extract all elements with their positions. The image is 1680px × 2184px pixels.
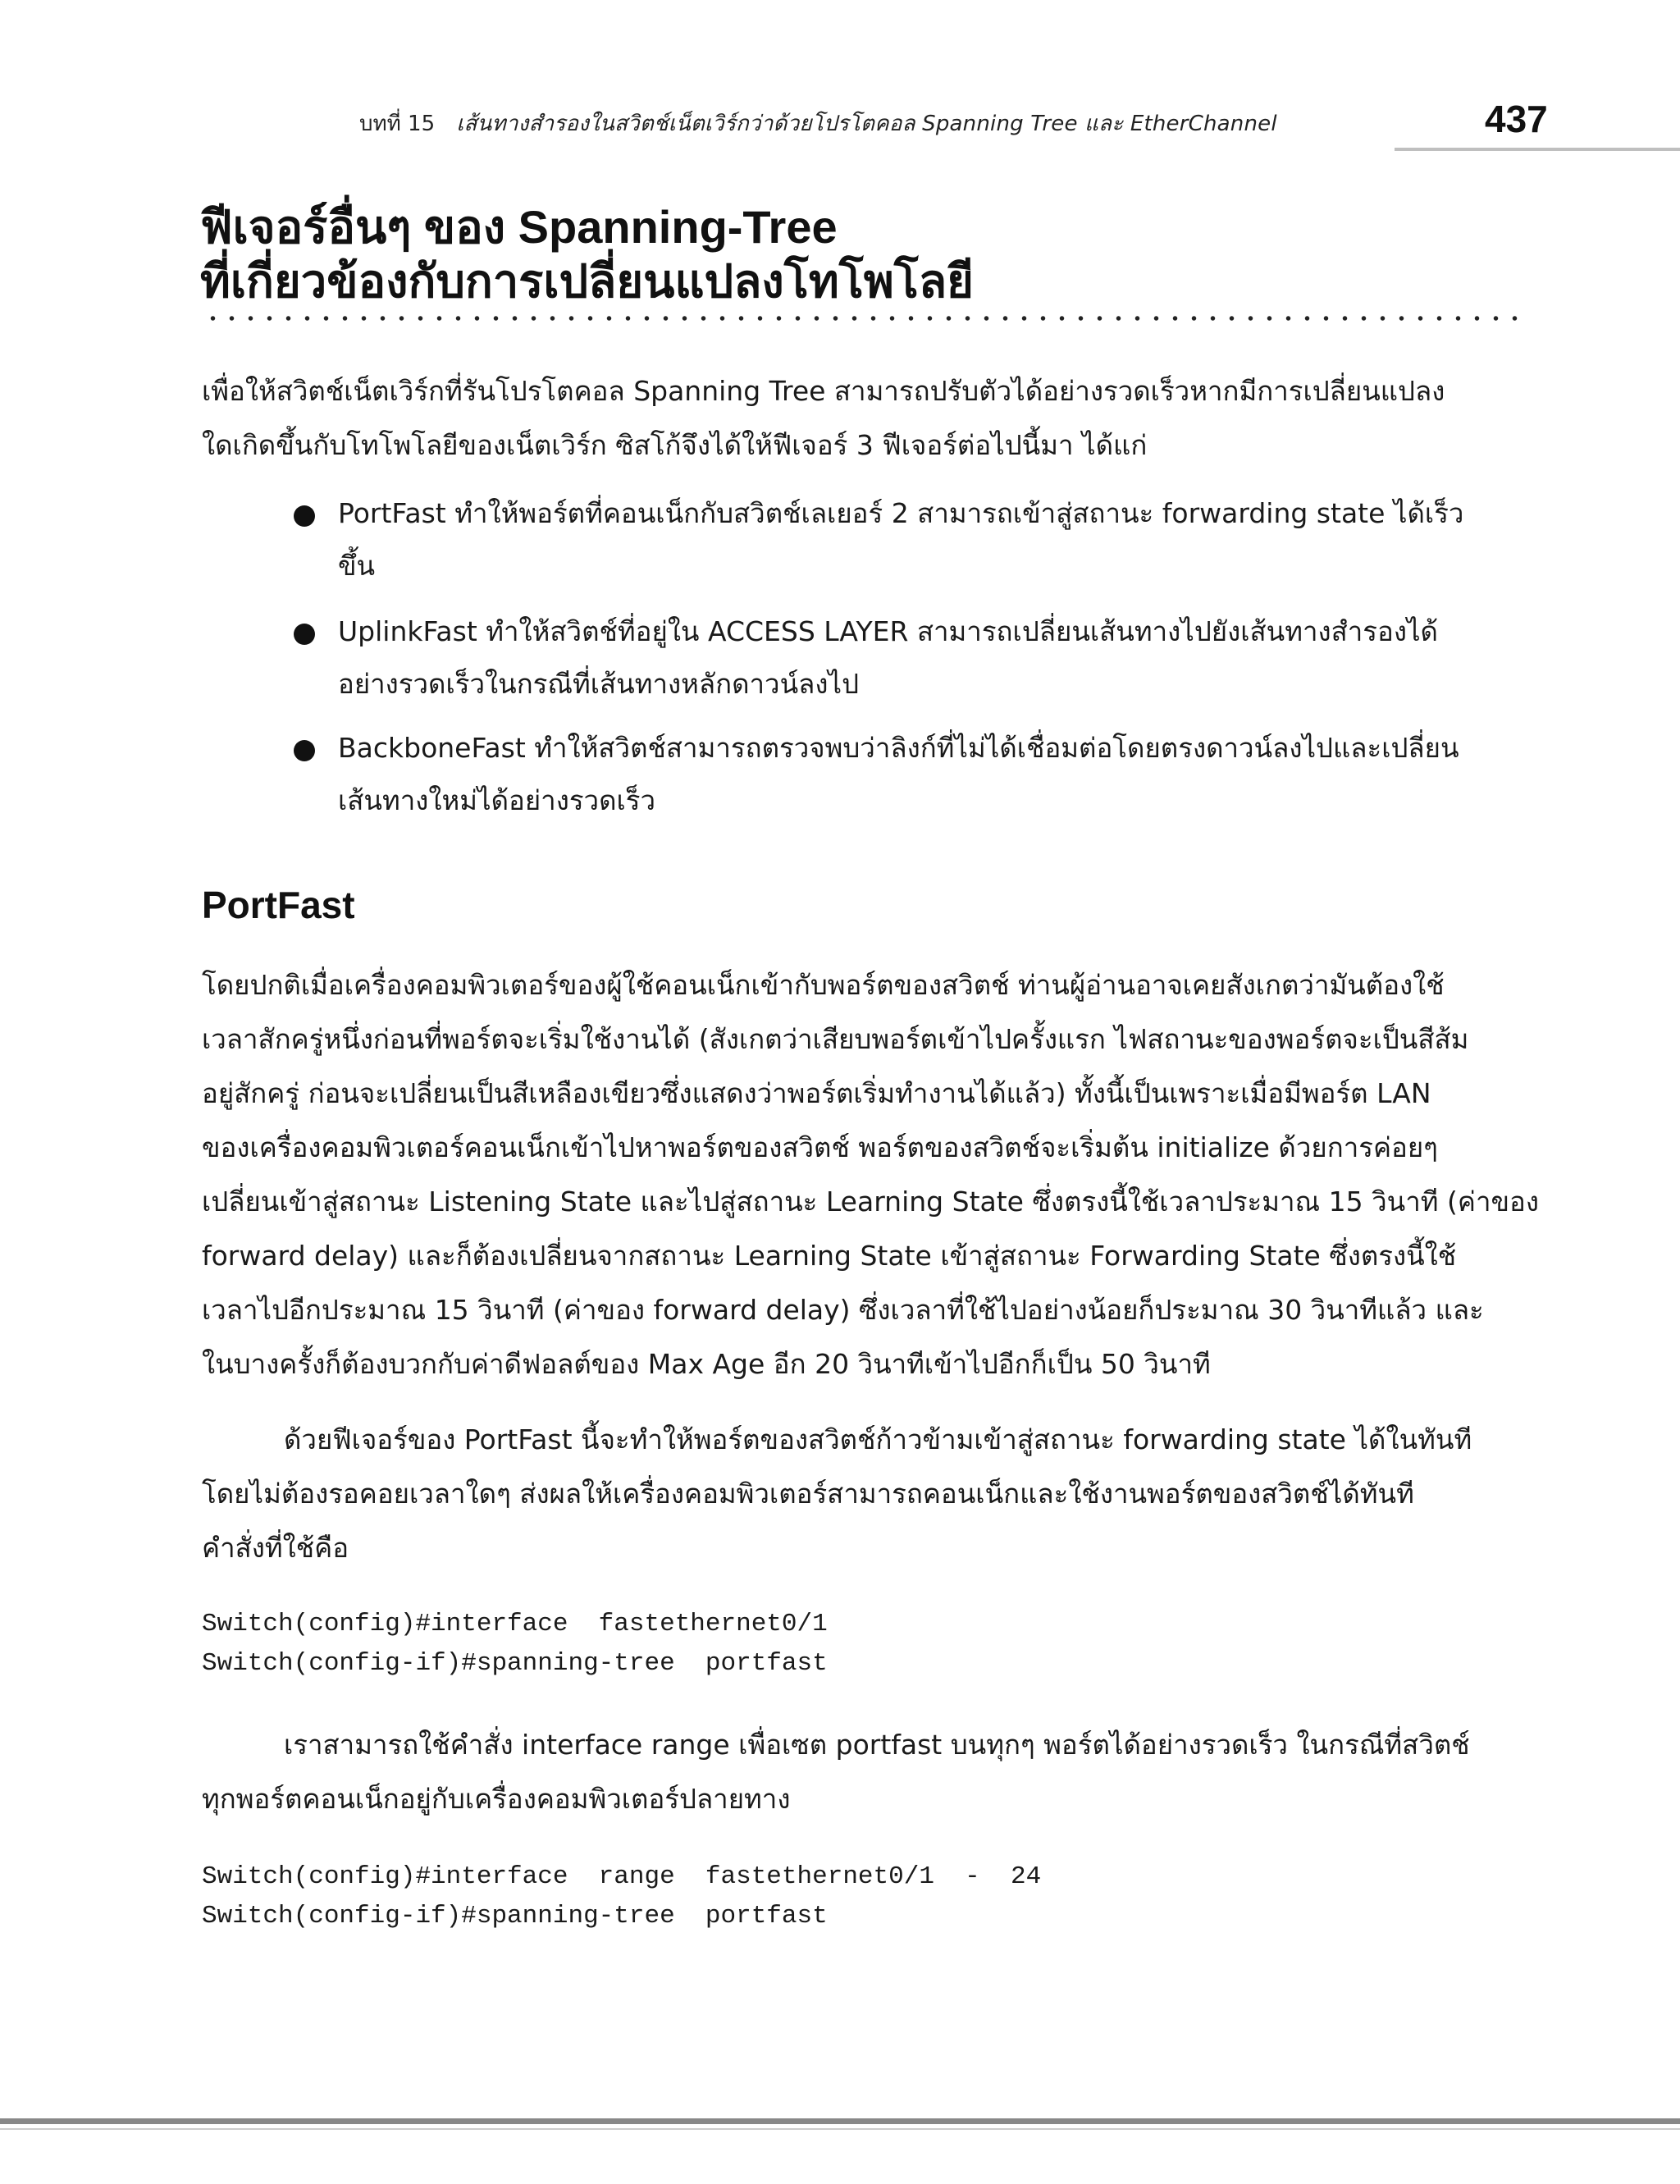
section-heading-line: ฟีเจอร์อื่นๆ ของ Spanning-Tree [200,201,838,253]
text-line: ด้วยฟีเจอร์ของ PortFast นี้จะทำให้พอร์ตของสวิตช์ก้าวข้ามเข้าสู่สถานะ forwarding state ได้ในทันที [284,1423,1472,1455]
bullet-icon [294,624,315,645]
text-line: โดยไม่ต้องรอคอยเวลาใดๆ ส่งผลให้เครื่องคอมพิวเตอร์สามารถคอนเน็กและใช้งานพอร์ตของสวิตช์ได้ทันที [202,1478,1414,1510]
text-line: ใดเกิดขึ้นกับโทโพโลยีของเน็ตเวิร์ก ซิสโก้จึงได้ให้ฟีเจอร์ 3 ฟีเจอร์ต่อไปนี้มา ได้แก่ [202,429,1148,461]
code-block-1 [202,1605,828,1684]
page-number: 437 [1485,98,1548,140]
code-block-2 [202,1857,1041,1936]
text-line: ของเครื่องคอมพิวเตอร์คอนเน็กเข้าไปหาพอร์ตของสวิตช์ พอร์ตของสวิตช์จะเริ่มต้น initialize ด้วยการค่อยๆ [202,1131,1438,1163]
bullet-portfast [338,487,1527,592]
section-heading-line: ที่เกี่ยวข้องกับการเปลี่ยนแปลงโทโพโลยี [200,255,974,307]
code-line: Switch(config)#interface fastethernet0/1 [202,1610,828,1638]
text-line: PortFast ทำให้พอร์ตที่คอนเน็กกับสวิตช์เลเยอร์ 2 สามารถเข้าสู่สถานะ forwarding state ได้เร็ว [338,497,1464,529]
code-line: Switch(config-if)#spanning-tree portfast [202,1902,828,1930]
bullet-icon [294,505,315,527]
intro-paragraph [202,364,1522,473]
text-line: อยู่สักครู่ ก่อนจะเปลี่ยนเป็นสีเหลืองเขียวซึ่งแสดงว่าพอร์ตเริ่มทำงานได้แล้ว) ทั้งนี้เป็นเพราะเมื่อมีพอร์ต LAN [202,1077,1431,1109]
code-line: Switch(config-if)#spanning-tree portfast [202,1649,828,1678]
text-line: UplinkFast ทำให้สวิตช์ที่อยู่ใน ACCESS LAYER สามารถเปลี่ยนเส้นทางไปยังเส้นทางสำรองได้ [338,615,1438,647]
text-line: เวลาสักครู่หนึ่งก่อนที่พอร์ตจะเริ่มใช้งานได้ (สังเกตว่าเสียบพอร์ตเข้าไปครั้งแรก ไฟสถานะของพอร์ตจะเป็นสีส้ม [202,1023,1469,1055]
text-line: เปลี่ยนเข้าสู่สถานะ Listening State และไปสู่สถานะ Learning State ซึ่งตรงนี้ใช้เวลาประมาณ 15 วินาที (ค่าของ [202,1186,1539,1218]
text-line: forward delay) และก็ต้องเปลี่ยนจากสถานะ Learning State เข้าสู่สถานะ Forwarding State ซึ่งตรงนี้ใช้ [202,1240,1457,1272]
footer-rule [0,2118,1680,2124]
footer-rule [0,2128,1680,2130]
text-line: เราสามารถใช้คำสั่ง interface range เพื่อเซต portfast บนทุกๆ พอร์ตได้อย่างรวดเร็ว ในกรณีที่สวิตช์ [284,1729,1470,1761]
dotted-rule [203,316,1524,321]
chapter-title: เส้นทางสำรองในสวิตช์เน็ตเวิร์กว่าด้วยโปรโตคอล Spanning Tree และ EtherChannel [456,112,1277,136]
text-line: โดยปกติเมื่อเครื่องคอมพิวเตอร์ของผู้ใช้คอนเน็กเข้ากับพอร์ตของสวิตช์ ท่านผู้อ่านอาจเคยสังเกตว่ามันต้องใช้ [202,969,1445,1001]
portfast-heading: PortFast [202,884,355,926]
text-line: อย่างรวดเร็วในกรณีที่เส้นทางหลักดาวน์ลงไป [338,668,860,700]
bullet-backbonefast [338,722,1527,827]
bullet-uplinkfast [338,605,1527,710]
text-line: ทุกพอร์ตคอนเน็กอยู่กับเครื่องคอมพิวเตอร์ปลายทาง [202,1783,791,1815]
text-line: เพื่อให้สวิตช์เน็ตเวิร์กที่รันโปรโตคอล Spanning Tree สามารถปรับตัวได้อย่างรวดเร็วหากมีการเปลี่ยนแปลง [202,375,1445,407]
bullet-icon [294,740,315,761]
text-line: คำสั่งที่ใช้คือ [202,1532,349,1564]
header-rule [1395,148,1680,151]
portfast-paragraph-3 [202,1718,1522,1826]
section-heading [200,200,1529,308]
portfast-paragraph-2 [202,1413,1522,1575]
text-line: BackboneFast ทำให้สวิตช์สามารถตรวจพบว่าลิงก์ที่ไม่ได้เชื่อมต่อโดยตรงดาวน์ลงไปและเปลี่ยน [338,732,1459,764]
text-line: เส้นทางใหม่ได้อย่างรวดเร็ว [338,784,656,816]
text-line: ในบางครั้งก็ต้องบวกกับค่าดีฟอลต์ของ Max Age อีก 20 วินาทีเข้าไปอีกก็เป็น 50 วินาที [202,1348,1211,1380]
portfast-paragraph-1 [202,958,1539,1391]
text-line: เวลาไปอีกประมาณ 15 วินาที (ค่าของ forward delay) ซึ่งเวลาที่ใช้ไปอย่างน้อยก็ประมาณ 30 วินาทีแล้ว และ [202,1294,1484,1326]
text-line: ขึ้น [338,550,376,582]
code-line: Switch(config)#interface range fastethernet0/1 - 24 [202,1862,1042,1891]
running-header [359,107,1277,140]
chapter-label: บทที่ 15 [359,112,436,136]
